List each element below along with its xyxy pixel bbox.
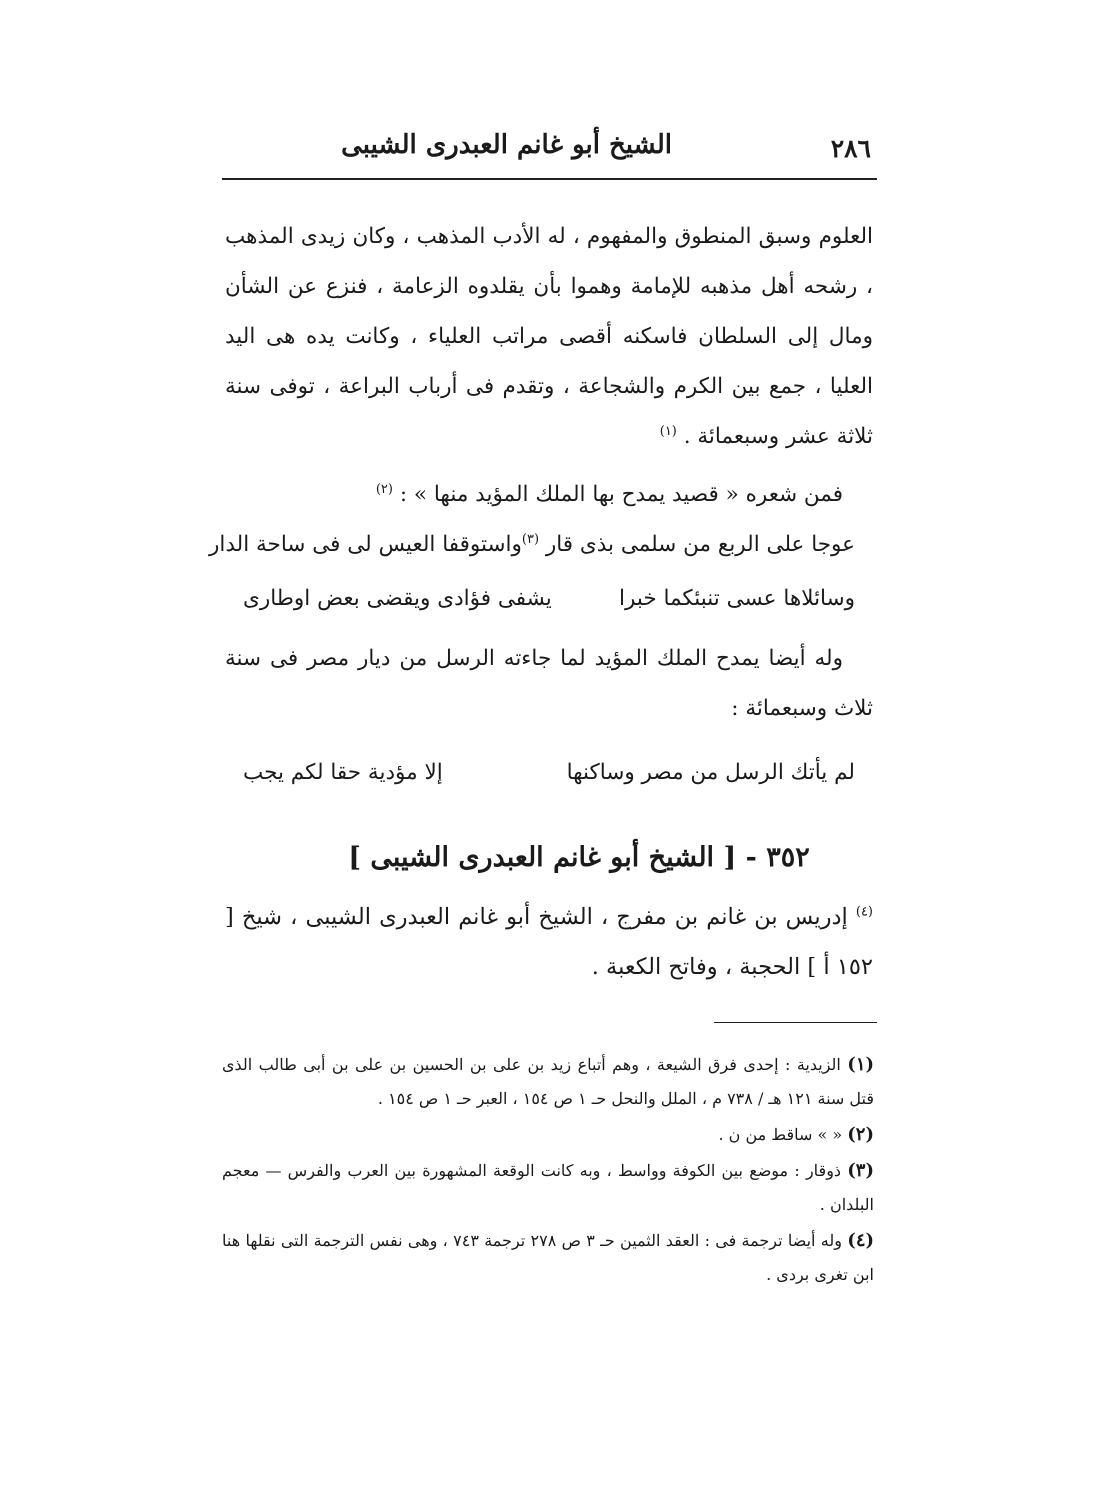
verse-1-first-hemistich <box>522 520 855 574</box>
footnote-marker-1: (١) <box>659 423 677 439</box>
footnote-1-number: (١) <box>847 1054 875 1075</box>
verse-3-second-hemistich: إلا مؤدية حقا لكم يجب <box>243 760 443 785</box>
paragraph-text: العلوم وسبق المنطوق والمفهوم ، له الأدب المذهب ، وكان زيدى المذهب ، رشحه أهل مذهبه للإمامة وهموا بأن يقلدوه الزعامة ، فنزع عن الشأن ومال إلى السلطان فاسكنه أقصى مراتب العلياء ، وكانت يده هى اليد العليا ، جمع بين الكرم والشجاعة ، وتقدم فى أرباب البراعة ، توفى سنة ثلاثة عشر وسبعمائة . <box>225 224 873 449</box>
footnote-3-number: (٣) <box>847 1160 874 1181</box>
verse-line-3 <box>225 748 873 802</box>
footnote-1-text: الزيدية : إحدى فرق الشيعة ، وهم أتباع زيد بن على بن الحسين بن على بن أبى طالب الذى قتل سنة ١٢١ هـ / ٧٣٨ م ، الملل والنحل حـ ١ ص ١٥٤ ، العبر حـ ١ ص ١٥٤ . <box>222 1055 874 1108</box>
page-header <box>222 128 877 174</box>
header-rule <box>222 178 877 180</box>
entry-text-content: إدريس بن غانم بن مفرج ، الشيخ أبو غانم العبدرى الشيبى ، شيخ [ ١٥٢ أ ] الحجبة ، وفاتح الكعبة . <box>225 904 873 980</box>
running-title: الشيخ أبو غانم العبدرى الشيبى <box>341 130 672 160</box>
footnote-marker-2: (٢) <box>375 481 393 497</box>
footnotes <box>222 1048 874 1294</box>
footnote-2 <box>222 1118 874 1152</box>
page-number: ٢٨٦ <box>830 134 871 163</box>
footnote-4-text: وله أيضا ترجمة فى : العقد الثمين حـ ٣ ص ٢٧٨ ترجمة ٧٤٣ ، وهى نفس الترجمة التى نقلها هنا ابن تغرى بردى . <box>222 1231 874 1284</box>
footnote-1 <box>222 1048 874 1116</box>
entry-text <box>225 892 873 992</box>
paragraph-second-poem-intro: وله أيضا يمدح الملك المؤيد لما جاءته الرسل من ديار مصر فى سنة ثلاث وسبعمائة : <box>225 646 873 721</box>
verse-1-second-hemistich: واستوقفا العيس لى فى ساحة الدار <box>209 532 522 557</box>
footnote-3-text: ذوقار : موضع بين الكوفة وواسط ، وبه كانت الوقعة المشهورة بين العرب والفرس — معجم البلدان . <box>222 1161 874 1214</box>
verse-1-right-text: عوجا على الربع من سلمى بذى قار <box>545 532 855 557</box>
footnote-4 <box>222 1224 874 1292</box>
main-text <box>209 212 873 992</box>
footnote-2-number: (٢) <box>847 1124 874 1145</box>
poem-intro <box>225 470 843 520</box>
footnote-marker-3: (٣) <box>521 531 540 547</box>
verse-2-first-hemistich: وسائلاها عسى تنبئكما خبرا <box>619 586 855 611</box>
paragraph-biography <box>225 212 873 462</box>
verse-2-second-hemistich: يشفى فؤادى ويقضى بعض اوطارى <box>243 586 552 611</box>
footnote-3 <box>222 1154 874 1222</box>
footnote-4-number: (٤) <box>847 1230 875 1251</box>
footnote-marker-4: (٤) <box>855 904 873 920</box>
verse-line-1 <box>209 520 873 574</box>
entry-heading: ٣٥٢ - [ الشيخ أبو غانم العبدرى الشيبى ] <box>348 842 810 873</box>
verse-line-2 <box>225 574 873 628</box>
footnote-2-text: « » ساقط من ن . <box>718 1125 843 1144</box>
poem-intro-text: فمن شعره « قصيد يمدح بها الملك المؤيد منها » : <box>399 482 843 507</box>
footnote-rule <box>714 1022 877 1023</box>
verse-3-first-hemistich: لم يأتك الرسل من مصر وساكنها <box>566 760 855 785</box>
